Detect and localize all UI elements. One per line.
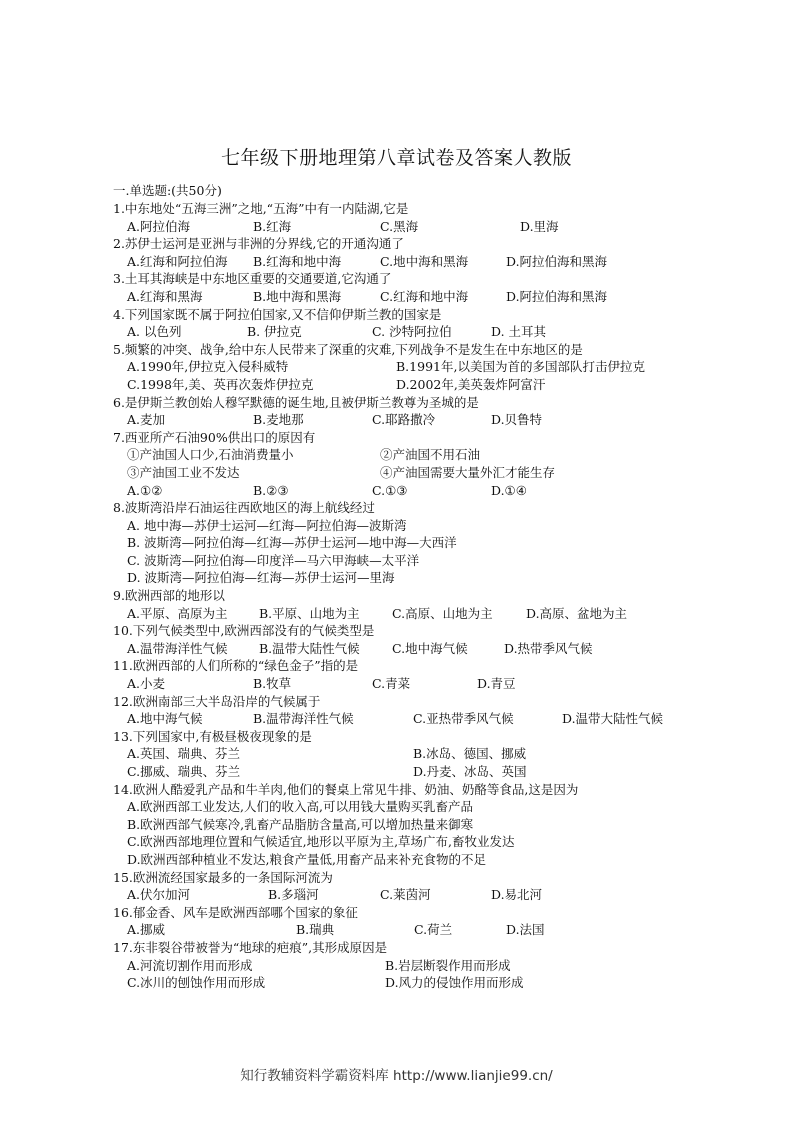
- option-row: [113, 710, 713, 728]
- option-b: B.欧洲西部气候寒冷,乳畜产品脂肪含量高,可以增加热量来御寒: [127, 816, 474, 832]
- option-a: A.英国、瑞典、芬兰: [127, 746, 241, 762]
- option-d: D.青豆: [477, 676, 516, 692]
- option-row: [113, 640, 713, 658]
- option-c: C. 沙特阿拉伯: [372, 324, 452, 340]
- option-row: [113, 288, 713, 306]
- option-b: B.红海: [253, 218, 292, 234]
- option-c: C.地中海气候: [392, 640, 468, 656]
- option-a: A.伏尔加河: [127, 887, 191, 903]
- option-c: C.欧洲西部地理位置和气候适宜,地形以平原为主,草场广布,畜牧业发达: [127, 834, 515, 850]
- question-stem: 6.是伊斯兰教创始人穆罕默德的诞生地,且被伊斯兰教尊为圣城的是: [113, 394, 479, 410]
- question-6: [113, 394, 713, 429]
- option-row: [113, 886, 713, 904]
- option-a: A.红海和黑海: [127, 288, 203, 304]
- option-row: [113, 411, 713, 429]
- option-c: C.高原、山地为主: [392, 605, 493, 621]
- option-row: [113, 745, 713, 763]
- option-b: B.红海和地中海: [253, 253, 342, 269]
- option-d: D.易北河: [491, 887, 543, 903]
- statement-4: ④产油国需要大量外汇才能生存: [380, 464, 556, 480]
- option-a: A.挪威: [127, 922, 166, 938]
- option-c: C. 波斯湾—阿拉伯海—印度洋—马六甲海峡—太平洋: [127, 552, 420, 568]
- statement-row: [113, 464, 713, 482]
- statement-2: ②产油国不用石油: [380, 447, 481, 463]
- option-row: [113, 763, 713, 781]
- question-8: [113, 499, 713, 587]
- option-a: A.温带海洋性气候: [127, 640, 228, 656]
- option-a: A. 地中海—苏伊士运河—红海—阿拉伯海—波斯湾: [127, 517, 407, 533]
- option-a: A.欧洲西部工业发达,人们的收入高,可以用钱大量购买乳畜产品: [127, 799, 473, 815]
- option-a: A.麦加: [127, 412, 166, 428]
- question-17: [113, 939, 713, 992]
- option-row: [113, 957, 713, 975]
- question-list: [113, 200, 713, 992]
- question-9: [113, 587, 713, 622]
- option-row: [113, 605, 713, 623]
- question-15: [113, 869, 713, 904]
- question-stem: 9.欧洲西部的地形以: [113, 588, 225, 604]
- question-stem: 16.郁金香、风车是欧洲西部哪个国家的象征: [113, 904, 358, 920]
- question-16: [113, 904, 713, 939]
- option-a: A.1990年,伊拉克入侵科威特: [127, 359, 289, 375]
- option-b: B.②③: [253, 482, 289, 498]
- question-4: [113, 306, 713, 341]
- option-d: D. 波斯湾—阿拉伯海—红海—苏伊士运河—里海: [127, 570, 395, 586]
- option-b: B.岩层断裂作用而形成: [385, 957, 511, 973]
- option-a: A. 以色列: [127, 324, 182, 340]
- option-a: A.平原、高原为主: [127, 605, 228, 621]
- question-stem: 15.欧洲流经国家最多的一条国际河流为: [113, 869, 333, 885]
- option-c: C.红海和地中海: [380, 288, 469, 304]
- question-2: [113, 235, 713, 270]
- option-b: B.地中海和黑海: [253, 288, 342, 304]
- question-stem: 3.土耳其海峡是中东地区重要的交通要道,它沟通了: [113, 271, 392, 287]
- option-row: [113, 534, 713, 552]
- option-d: D. 土耳其: [491, 324, 547, 340]
- option-b: B.麦地那: [253, 412, 304, 428]
- question-5: [113, 341, 713, 394]
- option-row: [113, 675, 713, 693]
- option-d: D.贝鲁特: [491, 412, 543, 428]
- option-row: [113, 851, 713, 869]
- option-row: [113, 253, 713, 271]
- option-d: D.里海: [520, 218, 559, 234]
- option-a: A.①②: [127, 482, 163, 498]
- option-d: D.欧洲西部种植业不发达,粮食产量低,用畜产品来补充食物的不足: [127, 851, 486, 867]
- option-row: [113, 974, 713, 992]
- option-a: A.阿拉伯海: [127, 218, 191, 234]
- option-row: [113, 323, 713, 341]
- option-b: B.温带海洋性气候: [253, 711, 354, 727]
- option-b: B.温带大陆性气候: [259, 640, 360, 656]
- option-row: [113, 517, 713, 535]
- option-d: D.阿拉伯海和黑海: [506, 253, 608, 269]
- question-stem: 14.欧洲人酷爱乳产品和牛羊肉,他们的餐桌上常见牛排、奶油、奶酪等食品,这是因为: [113, 781, 579, 797]
- option-d: D.法国: [506, 922, 545, 938]
- option-row: [113, 921, 713, 939]
- option-c: C.青菜: [372, 676, 411, 692]
- question-14: [113, 781, 713, 869]
- question-stem: 5.频繁的冲突、战争,给中东人民带来了深重的灾难,下列战争不是发生在中东地区的是: [113, 341, 583, 357]
- question-stem: 11.欧洲西部的人们所称的“绿色金子”指的是: [113, 658, 359, 674]
- option-d: D.丹麦、冰岛、英国: [413, 764, 527, 779]
- option-row: [113, 798, 713, 816]
- option-b: B.瑞典: [296, 922, 335, 938]
- option-d: D.①④: [491, 482, 527, 498]
- option-b: B.冰岛、德国、挪威: [413, 746, 527, 762]
- question-stem: 4.下列国家既不属于阿拉伯国家,又不信仰伊斯兰教的国家是: [113, 306, 442, 322]
- question-stem: 10.下列气候类型中,欧洲西部没有的气候类型是: [113, 623, 375, 639]
- option-c: C.荷兰: [414, 922, 453, 938]
- option-b: B.1991年,以美国为首的多国部队打击伊拉克: [396, 359, 645, 375]
- question-stem: 8.波斯湾沿岸石油运往西欧地区的海上航线经过: [113, 500, 375, 516]
- question-10: [113, 622, 713, 657]
- question-stem: 13.下列国家中,有极昼极夜现象的是: [113, 728, 312, 744]
- option-c: C.亚热带季风气候: [413, 711, 514, 727]
- document-title: 七年级下册地理第八章试卷及答案人教版: [220, 147, 572, 169]
- option-a: A.红海和阿拉伯海: [127, 253, 228, 269]
- option-b: B.牧草: [253, 676, 292, 692]
- question-13: [113, 728, 713, 781]
- option-c: C.①③: [372, 482, 408, 498]
- question-stem: 1.中东地处“五海三洲”之地,“五海”中有一内陆湖,它是: [113, 201, 409, 216]
- footer-watermark: 知行教辅资料学霸资料库 http://www.lianjie99.cn/: [240, 1068, 553, 1084]
- option-row: [113, 569, 713, 587]
- option-row: [113, 482, 713, 500]
- option-row: [113, 552, 713, 570]
- option-row: [113, 358, 713, 376]
- option-row: [113, 218, 713, 236]
- question-1: [113, 200, 713, 235]
- option-d: D.2002年,美英轰炸阿富汗: [396, 376, 546, 392]
- option-c: C.黑海: [380, 218, 419, 234]
- option-b: B. 波斯湾—阿拉伯海—红海—苏伊士运河—地中海—大西洋: [127, 535, 457, 551]
- option-d: D.高原、盆地为主: [526, 605, 628, 621]
- option-b: B.平原、山地为主: [259, 605, 360, 621]
- question-11: [113, 657, 713, 692]
- option-b: B. 伊拉克: [247, 324, 302, 340]
- option-c: C.挪威、瑞典、芬兰: [127, 764, 241, 779]
- statement-3: ③产油国工业不发达: [127, 464, 240, 480]
- option-d: D.阿拉伯海和黑海: [506, 288, 608, 304]
- option-row: [113, 833, 713, 851]
- question-3: [113, 270, 713, 305]
- option-d: D.热带季风气候: [504, 640, 593, 656]
- question-7: [113, 429, 713, 499]
- option-a: A.河流切割作用而形成: [127, 957, 253, 973]
- question-stem: 7.西亚所产石油90%供出口的原因有: [113, 429, 316, 445]
- section-heading: 一.单选题:(共50分): [113, 183, 222, 198]
- option-c: C.耶路撒冷: [372, 412, 436, 428]
- question-stem: 12.欧洲南部三大半岛沿岸的气候属于: [113, 693, 321, 709]
- option-row: [113, 376, 713, 394]
- option-c: C.1998年,美、英再次轰炸伊拉克: [127, 376, 314, 392]
- statement-row: [113, 446, 713, 464]
- question-stem: 17.东非裂谷带被誉为“地球的疤痕”,其形成原因是: [113, 939, 388, 955]
- option-c: C.冰川的刨蚀作用而形成: [127, 975, 266, 991]
- option-b: B.多瑙河: [268, 887, 319, 903]
- option-c: C.莱茵河: [380, 887, 431, 903]
- option-d: D.风力的侵蚀作用而形成: [385, 975, 524, 991]
- statement-1: ①产油国人口少,石油消费量小: [127, 447, 294, 463]
- option-row: [113, 816, 713, 834]
- question-stem: 2.苏伊士运河是亚洲与非洲的分界线,它的开通沟通了: [113, 236, 404, 252]
- option-a: A.地中海气候: [127, 711, 203, 727]
- option-a: A.小麦: [127, 676, 166, 692]
- option-c: C.地中海和黑海: [380, 253, 469, 269]
- option-d: D.温带大陆性气候: [562, 711, 664, 727]
- question-12: [113, 693, 713, 728]
